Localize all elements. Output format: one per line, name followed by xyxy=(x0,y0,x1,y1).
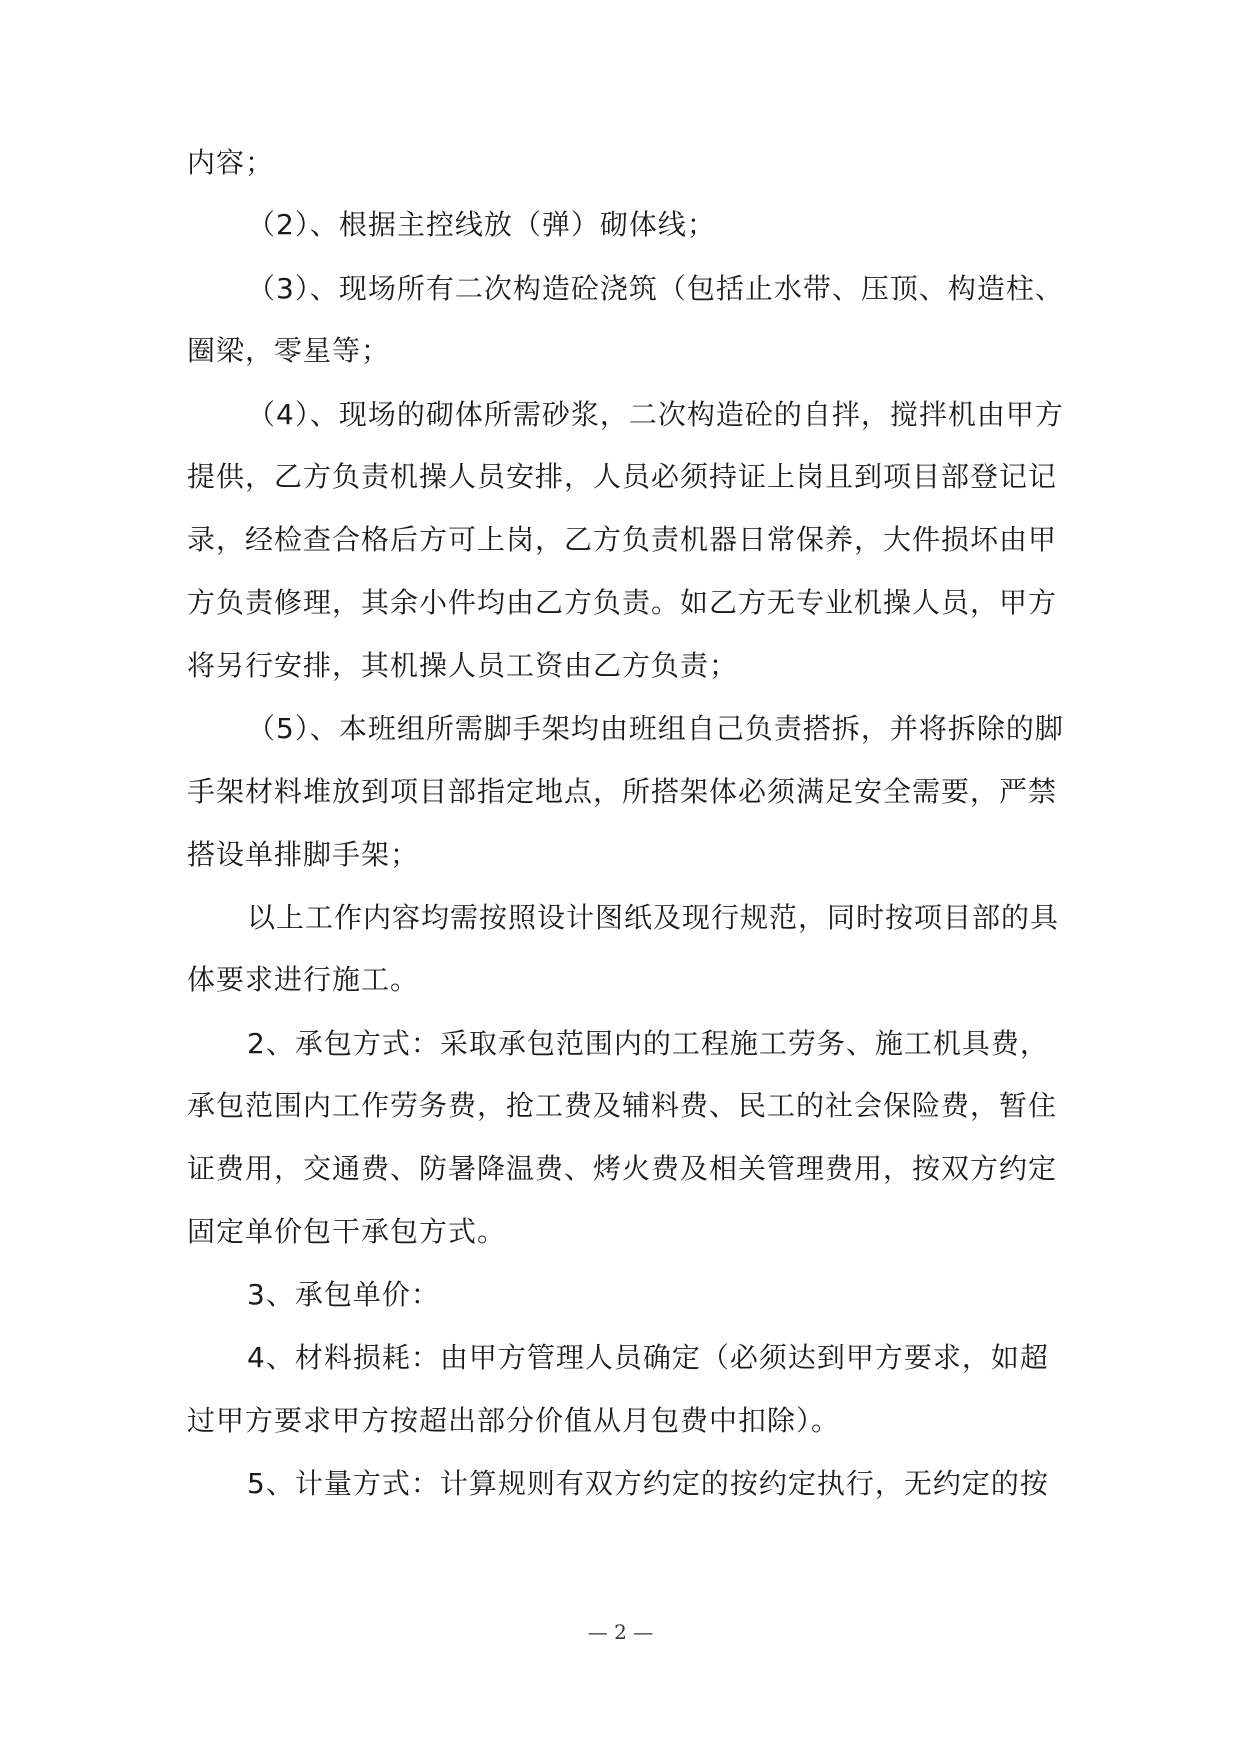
text-line: 过甲方要求甲方按超出部分价值从月包费中扣除）。 xyxy=(187,1404,841,1437)
text-line: 以上工作内容均需按照设计图纸及现行规范，同时按项目部的具 xyxy=(247,901,1060,934)
text-line: 2、承包方式：采取承包范围内的工程施工劳务、施工机具费， xyxy=(247,1027,1049,1060)
text-line: 承包范围内工作劳务费，抢工费及辅料费、民工的社会保险费，暂住 xyxy=(187,1089,1058,1122)
text-line: 圈梁，零星等； xyxy=(187,334,391,367)
text-line: 录，经检查合格后方可上岗，乙方负责机器日常保养，大件损坏由甲 xyxy=(187,523,1058,556)
text-line: 搭设单排脚手架； xyxy=(187,838,420,871)
text-line: 5、计量方式：计算规则有双方约定的按约定执行，无约定的按 xyxy=(247,1467,1049,1500)
text-line: 4、材料损耗：由甲方管理人员确定（必须达到甲方要求，如超 xyxy=(247,1341,1049,1374)
text-line: 固定单价包干承包方式。 xyxy=(187,1215,507,1248)
page-number: — 2 — xyxy=(587,1620,654,1644)
text-line: 证费用，交通费、防暑降温费、烤火费及相关管理费用，按双方约定 xyxy=(187,1152,1058,1185)
text-line: （5）、本班组所需脚手架均由班组自己负责搭拆，并将拆除的脚 xyxy=(247,712,1064,745)
text-line: （3）、现场所有二次构造砼浇筑（包括止水带、压顶、构造柱、 xyxy=(247,272,1064,305)
text-line: 将另行安排，其机操人员工资由乙方负责； xyxy=(187,649,739,682)
text-line: 体要求进行施工。 xyxy=(187,963,420,996)
text-line: 手架材料堆放到项目部指定地点，所搭架体必须满足安全需要，严禁 xyxy=(187,775,1058,808)
text-line: 方负责修理，其余小件均由乙方负责。如乙方无专业机操人员，甲方 xyxy=(187,586,1058,619)
text-line: 3、承包单价： xyxy=(247,1278,440,1311)
text-line: 提供，乙方负责机操人员安排，人员必须持证上岗且到项目部登记记 xyxy=(187,460,1058,493)
text-line: （4）、现场的砌体所需砂浆，二次构造砼的自拌，搅拌机由甲方 xyxy=(247,398,1064,431)
text-line: （2）、根据主控线放（弹）砌体线； xyxy=(247,208,716,241)
text-line: 内容； xyxy=(187,146,275,179)
